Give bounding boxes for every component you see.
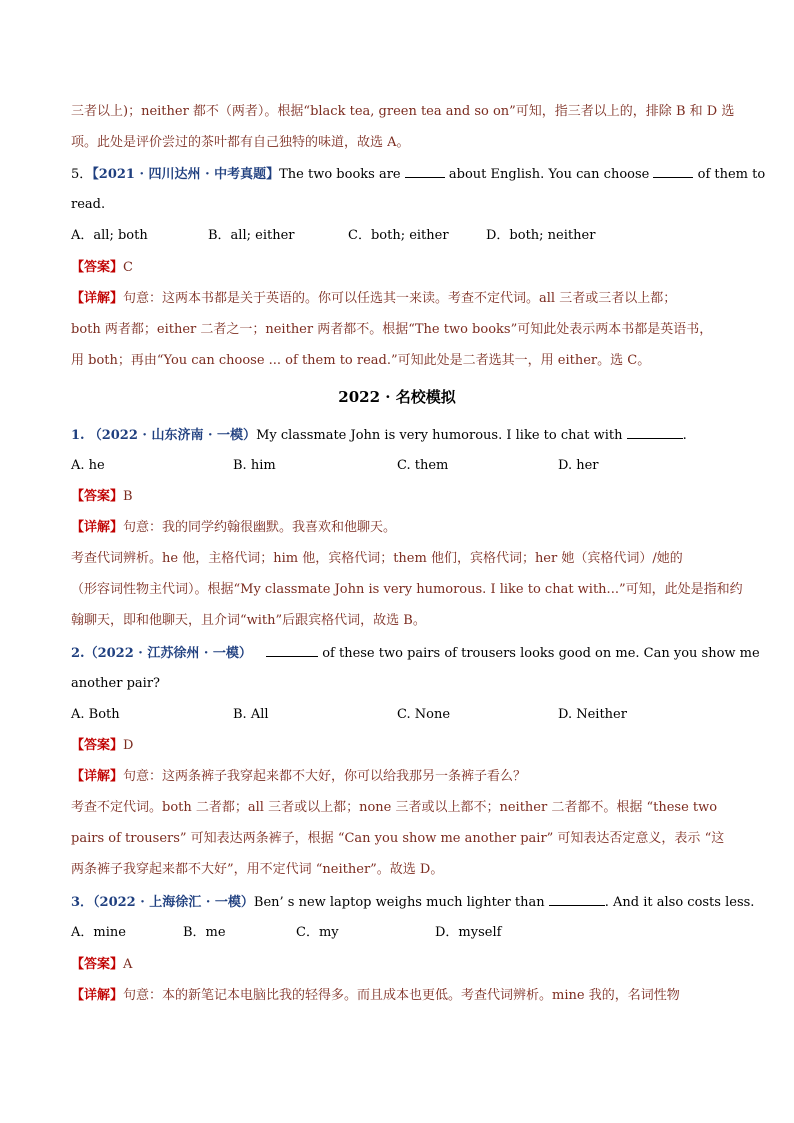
question-text: . And it also costs less. [604, 895, 755, 910]
option-a: A. Both [71, 707, 120, 722]
answer-blank [549, 893, 605, 906]
question-number: 5． [71, 167, 93, 182]
detail-label: 【详解】 [71, 769, 124, 784]
question-source: （2022 · 上海徐汇 · 一模） [93, 895, 254, 910]
detail-line: 用 both；再由“You can choose ... of them to read.”可知此处是二者选其一，用 either。选 C。 [71, 353, 651, 368]
answer-label: 【答案】 [71, 738, 124, 753]
answer-blank [405, 165, 445, 178]
options-row [0, 227, 794, 245]
detail-text: 句意：这两本书都是关于英语的。你可以任选其一来读。考查不定代词。all 三者或三者以上都； [123, 291, 677, 306]
answer-blank [266, 644, 318, 657]
question-1 [71, 426, 687, 445]
detail-line [71, 768, 526, 786]
question-text: another pair? [71, 676, 161, 691]
question-5 [71, 165, 765, 184]
answer-value: D [123, 738, 134, 753]
detail-text: 句意：我的同学约翰很幽默。我喜欢和他聊天。 [123, 520, 397, 535]
question-number: 2. [71, 646, 85, 661]
options-row [0, 924, 794, 942]
option-b: B．all; either [208, 228, 295, 243]
detail-line [71, 519, 396, 537]
question-text: My classmate John is very humorous. I like to chat with [256, 428, 623, 443]
detail-text: 句意：这两条裤子我穿起来都不大好，你可以给我那另一条裤子看么？ [123, 769, 527, 784]
answer-value: A [123, 957, 133, 972]
explanation-line: 项。此处是评价尝过的茶叶都有自己独特的味道，故选 A。 [71, 135, 410, 150]
options-row [0, 457, 794, 475]
answer-blank [627, 426, 683, 439]
option-d: D．myself [435, 925, 502, 940]
option-c: C. None [397, 707, 451, 722]
option-c: C. them [397, 458, 449, 473]
explanation-line: 三者以上)；neither 都不（两者）。根据“black tea, green tea and so on”可知，指三者以上的，排除 B 和 D 选 [71, 104, 735, 119]
answer-label: 【答案】 [71, 957, 124, 972]
section-title: 2022 · 名校模拟 [338, 388, 456, 406]
option-b: B．me [183, 925, 226, 940]
answer-label: 【答案】 [71, 260, 124, 275]
detail-line [71, 290, 676, 308]
answer-value: C [123, 260, 133, 275]
answer-value: B [123, 489, 133, 504]
detail-line [71, 987, 680, 1005]
question-text: of them to [697, 167, 766, 182]
detail-line: （形容词性物主代词）。根据“My classmate John is very humorous. I like to chat with...”可知，此处是指和约 [71, 582, 743, 597]
options-row [0, 706, 794, 724]
detail-line: 考查不定代词。both 二者都；all 三者或以上都；none 三者或以上都不；neither 二者都不。根据 “these two [71, 800, 718, 815]
question-number: 3． [71, 895, 94, 910]
option-b: B. him [233, 458, 276, 473]
answer-blank [653, 165, 693, 178]
detail-text: 句意：本的新笔记本电脑比我的轻得多。而且成本也更低。考查代词辨析。mine 我的，名词性物 [123, 988, 680, 1003]
detail-line: pairs of trousers” 可知表达两条裤子，根据 “Can you show me another pair” 可知表达否定意义，表示 “这 [71, 831, 725, 846]
option-c: C．both; either [348, 228, 449, 243]
option-a: A. he [71, 458, 105, 473]
question-text: The two books are [279, 167, 401, 182]
question-source: （2022 · 江苏徐州 · 一模） [84, 646, 252, 661]
detail-line: 考查代词辨析。he 他，主格代词；him 他，宾格代词；them 他们，宾格代词；her 她（宾格代词）/她的 [71, 551, 683, 566]
detail-label: 【详解】 [71, 291, 124, 306]
detail-line: 两条裤子我穿起来都不大好”，用不定代词 “neither”。故选 D。 [71, 862, 444, 877]
option-a: A．all; both [71, 228, 148, 243]
question-text: Ben’ s new laptop weighs much lighter than [253, 895, 545, 910]
detail-label: 【详解】 [71, 520, 124, 535]
answer-line [71, 488, 133, 506]
detail-label: 【详解】 [71, 988, 124, 1003]
detail-line: 翰聊天，即和他聊天，且介词“with”后跟宾格代词，故选 B。 [71, 613, 426, 628]
question-end: . [682, 428, 687, 443]
question-number: 1. [71, 428, 85, 443]
option-c: C．my [296, 925, 339, 940]
answer-line [71, 737, 133, 755]
question-source: （2022 · 山东济南 · 一模） [88, 428, 257, 443]
option-b: B. All [233, 707, 269, 722]
question-source: 【2021 · 四川达州 · 中考真题】 [92, 167, 280, 182]
answer-line [71, 956, 132, 974]
answer-label: 【答案】 [71, 489, 124, 504]
option-d: D．both; neither [486, 228, 596, 243]
question-2 [71, 644, 760, 663]
detail-line: both 两者都；either 二者之一；neither 两者都不。根据“The two books”可知此处表示两本书都是英语书， [71, 322, 713, 337]
question-text: read. [71, 197, 106, 212]
option-d: D. her [558, 458, 599, 473]
question-text: about English. You can choose [448, 167, 650, 182]
question-3 [71, 893, 754, 912]
answer-line [71, 259, 133, 277]
option-a: A．mine [71, 925, 126, 940]
question-text: of these two pairs of trousers looks good on me. Can you show me [322, 646, 760, 661]
option-d: D. Neither [558, 707, 627, 722]
